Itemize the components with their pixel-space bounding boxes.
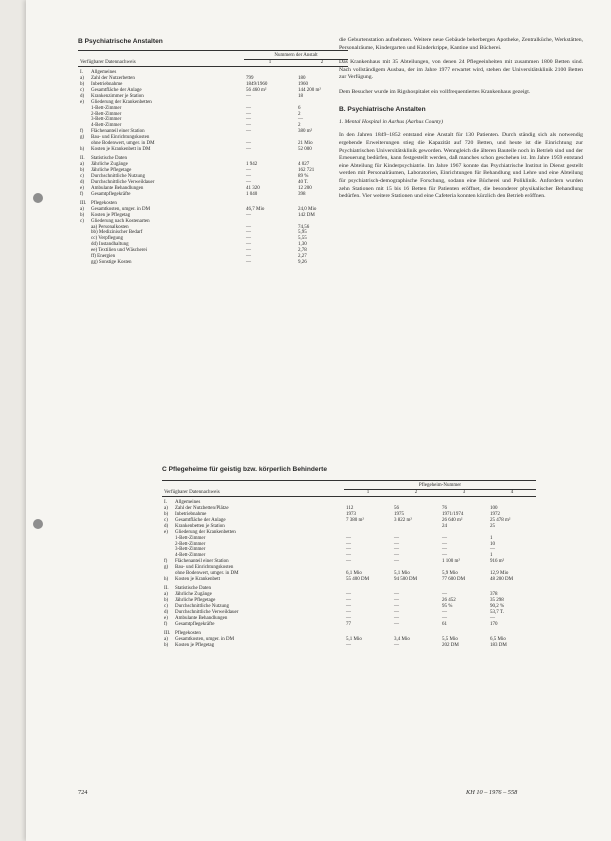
row-value-4: 916 m² <box>490 559 505 565</box>
row-label: Ambulante Behandlungen <box>175 615 228 621</box>
row-label: dd) Instandhaltung <box>91 242 129 248</box>
row-value-1: — <box>246 146 251 152</box>
row-value-2: 1975 <box>394 512 404 518</box>
row-label: cc) Verpflegung <box>91 236 123 242</box>
row-label: bb) Medizinischer Bedarf <box>91 230 143 236</box>
hospital-subtitle: 1. Mental Hospital in Aarhus (Aarhus County) <box>339 119 443 126</box>
row-label: ff) Energien <box>91 254 116 259</box>
row-value-1: — <box>246 248 251 254</box>
page-number: 724 <box>78 789 88 796</box>
row-value-1: — <box>246 111 251 117</box>
row-label: gg) Sonstige Kosten <box>91 259 132 265</box>
section-c-title: C Pflegeheime für geistig bzw. körperlich Behinderte <box>162 466 327 473</box>
table-row <box>78 260 348 266</box>
row-value-1: — <box>346 541 351 547</box>
row-value-4: 25 478 m² <box>490 517 511 523</box>
row-value-2: 3,4 Mio <box>394 636 410 642</box>
row-value-4: 90,2 % <box>490 603 505 609</box>
row-value-2: — <box>394 592 399 598</box>
row-value-2: 1960 <box>298 82 308 88</box>
row-key: d) <box>164 523 169 529</box>
row-key: f) <box>80 129 84 135</box>
row-value-3: — <box>442 609 447 615</box>
row-value-1: — <box>246 173 251 179</box>
row-value-4: 378 <box>490 592 498 598</box>
row-value-1: 55 400 DM <box>346 576 370 582</box>
row-label: Zahl der Nutzbetten/Plätze <box>175 506 229 512</box>
row-value-2: 12 200 <box>298 185 312 191</box>
row-label: Gesamtpflegekräfte <box>175 621 215 627</box>
row-key: a) <box>80 206 84 212</box>
punch-hole-bottom <box>33 519 43 529</box>
row-value-1 <box>344 583 392 592</box>
row-value-3 <box>440 496 488 506</box>
table-care-homes <box>162 483 536 649</box>
table-b-group-header: Nummern der Anstalt <box>244 53 348 59</box>
document-page <box>26 0 611 841</box>
row-key: f) <box>80 191 84 197</box>
table-row <box>78 153 348 162</box>
row-key: II. <box>80 156 85 162</box>
row-value-2: 5,55 <box>298 236 307 242</box>
row-key: a) <box>164 636 168 642</box>
row-value-4: 35 298 <box>490 598 504 604</box>
table-row <box>162 496 536 506</box>
section-b-title: B Psychiatrische Anstalten <box>78 38 163 45</box>
row-key: c) <box>164 517 168 523</box>
row-value-2: — <box>394 559 399 565</box>
row-value-4: 53,7 T. <box>490 609 504 615</box>
row-key: e) <box>164 615 168 621</box>
row-key: c) <box>80 218 84 224</box>
row-value-3: — <box>442 553 447 559</box>
row-value-3: 26 640 m² <box>442 517 463 523</box>
row-key: b) <box>80 168 85 174</box>
row-label: Flächenanteil einer Station <box>91 129 145 135</box>
row-label: Gesamtfläche der Anlage <box>175 517 226 523</box>
row-value-2: — <box>394 541 399 547</box>
row-key: e) <box>80 99 84 105</box>
row-label: Ambulante Behandlungen <box>91 185 144 191</box>
row-value-3: 5,9 Mio <box>442 570 458 576</box>
row-value-2 <box>392 627 440 636</box>
row-label: 4-Bett-Zimmer <box>175 553 206 559</box>
row-value-1: — <box>346 609 351 615</box>
row-value-4: 183 DM <box>490 642 507 648</box>
row-value-2: 5,95 <box>298 230 307 236</box>
row-value-3: 1971/1974 <box>442 512 464 518</box>
row-label: Kosten je Krankenbett in DM <box>91 146 151 152</box>
row-value-3: 5,5 Mio <box>442 636 458 642</box>
row-value-1: — <box>246 105 251 111</box>
row-value-4: 170 <box>490 621 498 627</box>
row-key: a) <box>164 592 168 598</box>
row-value-2: — <box>394 642 399 648</box>
row-key: a) <box>80 76 84 82</box>
table-b-col-label: Verfügbarer Datennachweis <box>78 53 244 66</box>
row-value-4 <box>488 583 536 592</box>
table-row <box>162 583 536 592</box>
row-value-4 <box>488 627 536 636</box>
row-value-2: 24,0 Mio <box>298 206 317 212</box>
row-value-3 <box>440 583 488 592</box>
section-b-rule <box>78 50 348 51</box>
row-key: d) <box>80 179 85 185</box>
row-value-1: 1 942 <box>246 162 258 168</box>
row-label: Durchschnittliche Verweildauer <box>91 179 155 185</box>
row-value-1: 7 380 m² <box>346 517 364 523</box>
row-value-2: 2 <box>298 123 301 129</box>
row-value-2: — <box>394 621 399 627</box>
row-label: 4-Bett-Zimmer <box>91 123 122 129</box>
row-value-1: — <box>346 603 351 609</box>
row-value-1: — <box>246 230 251 236</box>
row-value-1: 41 320 <box>246 185 260 191</box>
row-value-3: 95 % <box>442 603 453 609</box>
table-c-group-header: Pflegeheim-Nummer <box>344 483 536 489</box>
row-key: d) <box>80 93 85 99</box>
row-key: e) <box>164 529 168 535</box>
row-value-3: — <box>442 592 447 598</box>
row-value-3: — <box>442 615 447 621</box>
row-value-3: — <box>442 541 447 547</box>
table-c-col-2: 2 <box>392 489 440 496</box>
row-value-1: 56 460 m² <box>246 87 267 93</box>
row-value-2: 40 T. <box>298 179 309 185</box>
row-value-2: 18 <box>298 93 303 99</box>
row-value-2: 2,78 <box>298 248 307 254</box>
row-label: Statistische Daten <box>91 156 127 162</box>
row-value-2 <box>392 496 440 506</box>
row-value-2: 180 <box>298 76 306 82</box>
section-c-rule <box>162 480 536 481</box>
row-label: Durchschnittliche Verweildauer <box>175 609 239 615</box>
row-key: h) <box>164 576 169 582</box>
row-label: Inbetriebnahme <box>91 82 123 88</box>
row-label: ohne Bodenwert, umger. in DM <box>175 570 239 576</box>
journal-reference: KH 10 – 1976 – 558 <box>466 789 518 796</box>
row-value-2 <box>392 583 440 592</box>
row-key: b) <box>80 212 85 218</box>
row-label: 1-Bett-Zimmer <box>175 535 206 541</box>
row-value-1: — <box>246 224 251 230</box>
row-value-1: — <box>246 123 251 129</box>
row-value-1: 77 <box>346 621 351 627</box>
row-label: Bau- und Einrichtungskosten <box>175 565 234 571</box>
row-label: Jährliche Pflegetage <box>91 168 132 174</box>
row-value-4: — <box>490 547 495 553</box>
row-value-1: 1849/1960 <box>246 82 268 88</box>
row-value-1: — <box>246 254 251 259</box>
row-label: Jährliche Zugänge <box>175 592 212 598</box>
row-label: Krankenzimmer je Station <box>91 93 144 99</box>
row-value-1: — <box>246 236 251 242</box>
row-label: Gesamtfläche der Anlage <box>91 87 142 93</box>
row-label: ohne Bodenwert, umger. in DM <box>91 140 155 146</box>
row-key: a) <box>164 506 168 512</box>
row-value-3 <box>440 627 488 636</box>
row-label: 1-Bett-Zimmer <box>91 105 122 111</box>
row-value-1: — <box>246 168 251 174</box>
table-row <box>162 627 536 636</box>
table-c-col-1: 1 <box>344 489 392 496</box>
row-value-2: 3 822 m² <box>394 517 412 523</box>
row-key: b) <box>164 642 169 648</box>
row-label: Allgemeines <box>175 500 201 506</box>
row-value-1: 5,1 Mio <box>346 636 362 642</box>
row-label: Gesamtpflegekräfte <box>91 191 131 197</box>
row-label: Flächenanteil einer Station <box>175 559 229 565</box>
row-value-2: — <box>394 553 399 559</box>
row-value-3: 61 <box>442 621 447 627</box>
table-c-col-label: Verfügbarer Datennachweis <box>162 483 344 496</box>
row-key <box>78 260 89 266</box>
row-value-1: 1 040 <box>246 191 258 197</box>
row-value-1 <box>244 153 296 162</box>
row-label: Gliederung nach Kostenarten <box>91 218 150 224</box>
row-value-2: 2,27 <box>298 254 307 259</box>
row-label: Durchschnittliche Nutzung <box>175 603 230 609</box>
row-value-3: 77 600 DM <box>442 576 466 582</box>
row-value-3: 24 <box>442 523 447 529</box>
row-label: Kosten je Krankenbett <box>175 576 220 582</box>
row-value-4: 6,5 Mio <box>490 636 506 642</box>
row-value-1 <box>344 627 392 636</box>
row-value-1 <box>244 66 296 76</box>
row-value-1: — <box>246 117 251 123</box>
row-value-2: 6 <box>298 105 301 111</box>
row-key: g) <box>80 135 85 141</box>
row-value-4: 25 <box>490 523 495 529</box>
row-label: Jährliche Pflegetage <box>175 598 216 604</box>
row-value-2: — <box>298 117 303 123</box>
row-value-2: 5,1 Mio <box>394 570 410 576</box>
row-value-1: — <box>346 615 351 621</box>
row-key: b) <box>80 82 85 88</box>
row-key: g) <box>164 565 169 571</box>
row-value-1: — <box>346 592 351 598</box>
row-value-1: — <box>246 179 251 185</box>
row-label: Gliederung der Krankenbetten <box>91 99 152 105</box>
row-value-1: — <box>246 259 251 265</box>
paragraph-1: die Geburtenstation aufnehmen. Weitere neue Gebäude beherbergen Apotheke, Zentralküche, Werkstätten, Personalräume, Kindergarten und Kinderkrippe, Kantine und Bücherei. <box>339 37 583 51</box>
row-value-1: — <box>346 547 351 553</box>
row-value-2: 380 m² <box>298 129 313 135</box>
row-key: III. <box>164 630 171 636</box>
row-value-4: 12,9 Mio <box>490 570 509 576</box>
row-value-1: — <box>246 129 251 135</box>
row-label: Gesamtkosten, umger. in DM <box>91 206 151 212</box>
row-key: f) <box>164 621 168 627</box>
paragraph-4: In den Jahren 1849–1852 entstand eine Anstalt für 130 Patienten. Durch ständig sich als notwendig ergebende Erweiterungen stieg die Kapazität auf 720 Betten, und heute ist die Einrichtung zur Psychiatrischen Universitätsklinik geworden. Wenngleich die älteren Bauteile noch in Betrieb sind und der Erneuerung bedürfen, kann festgestellt werden, daß manches schon geschehen ist. Im Jahre 1959 entstand eine Abteilung für Kinderpsychiatrie. Im Jahre 1967 konnte das Psychiatrische Institut in Dienst gestellt werden mit Personalräumen, Laboratorien, Einrichtungen für Behandlung und Lehre und eine Abteilung für psychiatrisch-demographische Forschung, sodann eine Bücherei und Poliklinik. Anfordern wurden zehn Stationen mit 15 bis 16 Betten für Patienten eröffnet, die besonderer physikalischer Behandlung bedürfen. Vier weitere Stationen und eine Cafeteria konnten kürzlich den Betrieb eröffnen. <box>339 132 583 200</box>
row-value-2: 4 027 <box>298 162 310 168</box>
row-key: II. <box>164 586 169 592</box>
row-value-1: — <box>246 242 251 248</box>
row-value-2: 56 <box>394 506 399 512</box>
row-value-1: — <box>346 535 351 541</box>
paragraph-3: Dem Besucher wurde im Rigshospitalet ein vollfrequentiertes Krankenhaus gezeigt. <box>339 88 531 95</box>
row-value-1: 1973 <box>346 512 356 518</box>
row-label: Gesamtkosten, umger. in DM <box>175 636 235 642</box>
row-value-2: 52 000 <box>298 146 312 152</box>
row-value-3: — <box>442 535 447 541</box>
row-value-1: 112 <box>346 506 354 512</box>
row-value-2: 398 <box>298 191 306 197</box>
row-label: Jährliche Zugänge <box>91 162 128 168</box>
row-label: Bau- und Einrichtungskosten <box>91 135 150 141</box>
row-value-2: — <box>394 535 399 541</box>
section-b-heading: B. Psychiatrische Anstalten <box>339 106 426 114</box>
table-b-col-1: 1 <box>244 59 296 66</box>
row-value-2: 21 Mio <box>298 140 313 146</box>
row-label: Krankenbetten je Station <box>175 523 225 529</box>
row-value-2: 144 200 m² <box>298 87 321 93</box>
row-key: b) <box>164 512 169 518</box>
row-value-1: 6,1 Mio <box>346 570 362 576</box>
row-value-2: 142 DM <box>298 212 315 218</box>
row-value-1: — <box>346 642 351 648</box>
row-label: Gliederung der Krankenbetten <box>175 529 236 535</box>
row-value-4: 48 200 DM <box>490 576 514 582</box>
row-label: 2-Bett-Zimmer <box>175 541 206 547</box>
row-value-4: 1972 <box>490 512 500 518</box>
row-key: c) <box>164 603 168 609</box>
row-key: a) <box>80 162 84 168</box>
row-value-1: 799 <box>246 76 254 82</box>
row-value-2: 162 721 <box>298 168 315 174</box>
row-label: Kosten je Pflegetag <box>91 212 131 218</box>
row-label: Pflegekosten <box>91 200 117 206</box>
row-value-1: — <box>246 140 251 146</box>
row-value-3: 1 100 m² <box>442 559 460 565</box>
row-value-2: 74,56 <box>298 224 310 230</box>
paragraph-2: Das Krankenhaus mit 35 Abteilungen, von denen 24 Pflegeeinheiten mit zusammen 1800 Betten sind. Nach vollständigem Ausbau, der im Jahre 1977 erwartet wird, stehen der Universitätsklinik 2100 Betten zur Verfügung. <box>339 59 583 81</box>
row-value-4: — <box>490 615 495 621</box>
row-key: b) <box>164 598 169 604</box>
row-key: I. <box>80 70 83 76</box>
row-value-2: 9,26 <box>298 259 307 265</box>
row-key: h) <box>80 146 85 152</box>
table-row <box>162 643 536 649</box>
row-value-3: 76 <box>442 506 447 512</box>
row-value-1 <box>244 197 296 206</box>
table-row <box>78 197 348 206</box>
row-label: Allgemeines <box>91 70 117 76</box>
row-value-1: — <box>246 93 251 99</box>
row-key: I. <box>164 500 167 506</box>
row-label: Pflegekosten <box>175 630 201 636</box>
row-value-1 <box>344 496 392 506</box>
row-label: aa) Personalkosten <box>91 224 129 230</box>
row-value-4: 10 <box>490 541 495 547</box>
row-key: III. <box>80 200 87 206</box>
row-value-3: 26 452 <box>442 598 456 604</box>
row-label: Statistische Daten <box>175 586 211 592</box>
row-value-2: 89 % <box>298 173 309 179</box>
row-value-3: 202 DM <box>442 642 459 648</box>
right-column <box>339 37 583 208</box>
row-value-2: — <box>394 547 399 553</box>
row-label: Zahl der Nutzerbetten <box>91 76 135 82</box>
row-value-1: — <box>246 212 251 218</box>
row-value-4: 1 <box>490 553 493 559</box>
row-key: f) <box>164 559 168 565</box>
table-psychiatric-institutions <box>78 53 348 266</box>
table-b-col-2: 2 <box>296 59 348 66</box>
row-value-2: 94 500 DM <box>394 576 418 582</box>
row-label: Durchschnittliche Nutzung <box>91 173 146 179</box>
row-value-2: — <box>394 609 399 615</box>
row-value-4: 1 <box>490 535 493 541</box>
row-key: c) <box>80 87 84 93</box>
row-label: Kosten je Pflegetag <box>175 642 215 648</box>
row-label: Inbetriebnahme <box>175 512 207 518</box>
table-row <box>78 66 348 76</box>
row-value-1: — <box>346 553 351 559</box>
punch-hole-top <box>33 193 43 203</box>
table-c-col-3: 3 <box>440 489 488 496</box>
row-key: c) <box>80 173 84 179</box>
row-value-2: 1,30 <box>298 242 307 248</box>
row-key: d) <box>164 609 169 615</box>
row-value-4: 100 <box>490 506 498 512</box>
row-key: e) <box>80 185 84 191</box>
row-value-1: — <box>346 559 351 565</box>
row-value-2: — <box>394 598 399 604</box>
row-value-3: — <box>442 547 447 553</box>
table-c-col-4: 4 <box>488 489 536 496</box>
row-label: 3-Bett-Zimmer <box>91 117 122 123</box>
row-label: 3-Bett-Zimmer <box>175 547 206 553</box>
row-label: 2-Bett-Zimmer <box>91 111 122 117</box>
row-value-2: — <box>394 603 399 609</box>
row-label: ee) Textilien und Wäscherei <box>91 248 147 254</box>
row-value-1: — <box>346 598 351 604</box>
row-value-4 <box>488 496 536 506</box>
row-value-2: 2 <box>298 111 301 117</box>
row-value-1: 46,7 Mio <box>246 206 265 212</box>
row-value-2: — <box>394 615 399 621</box>
